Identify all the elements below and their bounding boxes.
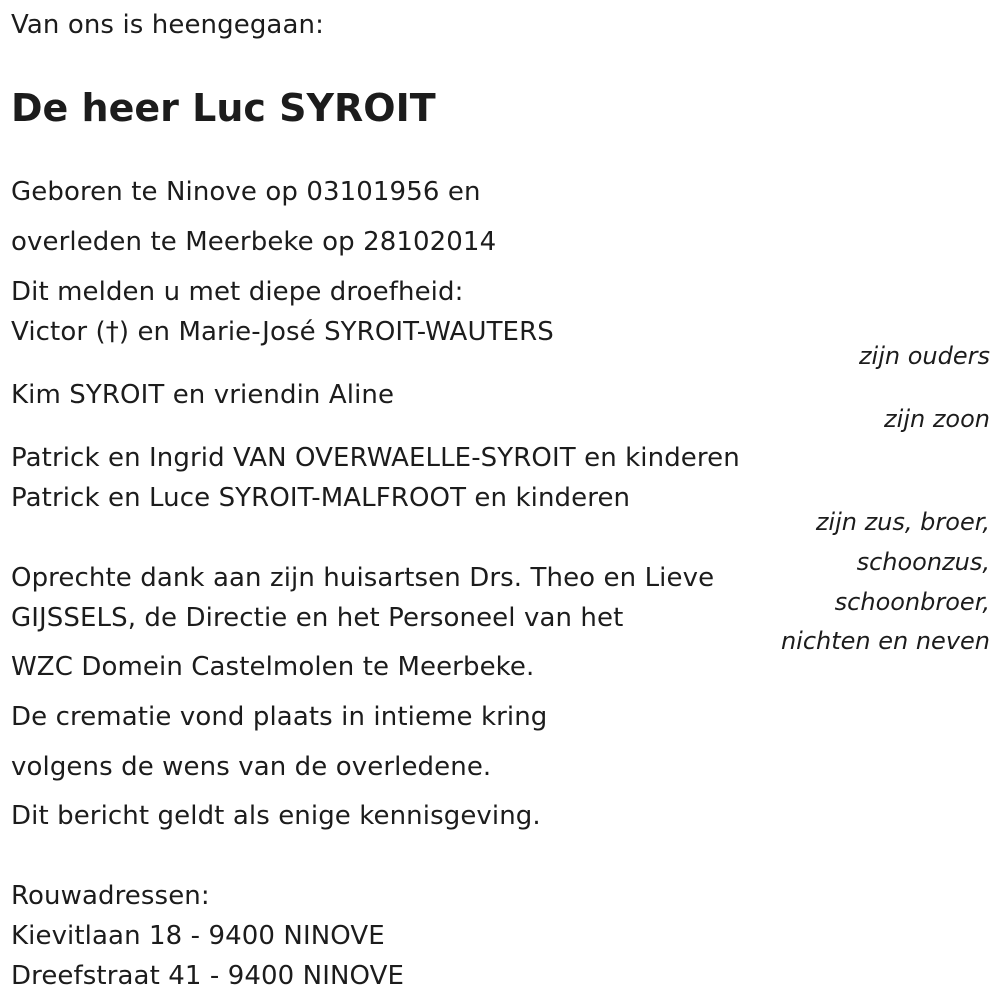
parents-role: zijn ouders [858,342,990,370]
announce-line: Dit melden u met diepe droefheid: [11,277,464,307]
address-line-1: Kievitlaan 18 - 9400 NINOVE [11,921,385,951]
sibling-line-1: Patrick en Ingrid VAN OVERWAELLE-SYROIT en kinderen [11,443,740,473]
thanks-line-1: Oprechte dank aan zijn huisartsen Drs. Theo en Lieve [11,563,715,593]
son-line: Kim SYROIT en vriendin Aline [11,380,395,410]
birth-line: Geboren te Ninove op 03101956 en [11,177,481,207]
death-line: overleden te Meerbeke op 28102014 [11,227,497,257]
siblings-role-4: nichten en neven [780,627,990,655]
addresses-label: Rouwadressen: [11,881,210,911]
son-role: zijn zoon [884,405,990,433]
siblings-role-1: zijn zus, broer, [815,508,990,536]
siblings-role-2: schoonzus, [856,548,990,576]
cremation-line-1: De crematie vond plaats in intieme kring [11,702,548,732]
parents-line: Victor (†) en Marie-José SYROIT-WAUTERS [11,317,554,347]
thanks-line-3: WZC Domein Castelmolen te Meerbeke. [11,652,535,682]
siblings-role-3: schoonbroer, [834,588,990,616]
thanks-line-2: GIJSSELS, de Directie en het Personeel van het [11,603,624,633]
cremation-line-2: volgens de wens van de overledene. [11,752,492,782]
deceased-name: De heer Luc SYROIT [11,86,436,130]
address-line-2: Dreefstraat 41 - 9400 NINOVE [11,961,405,991]
sibling-line-2: Patrick en Luce SYROIT-MALFROOT en kinderen [11,483,631,513]
intro-text: Van ons is heengegaan: [11,10,324,40]
notice-line: Dit bericht geldt als enige kennisgeving. [11,801,541,831]
